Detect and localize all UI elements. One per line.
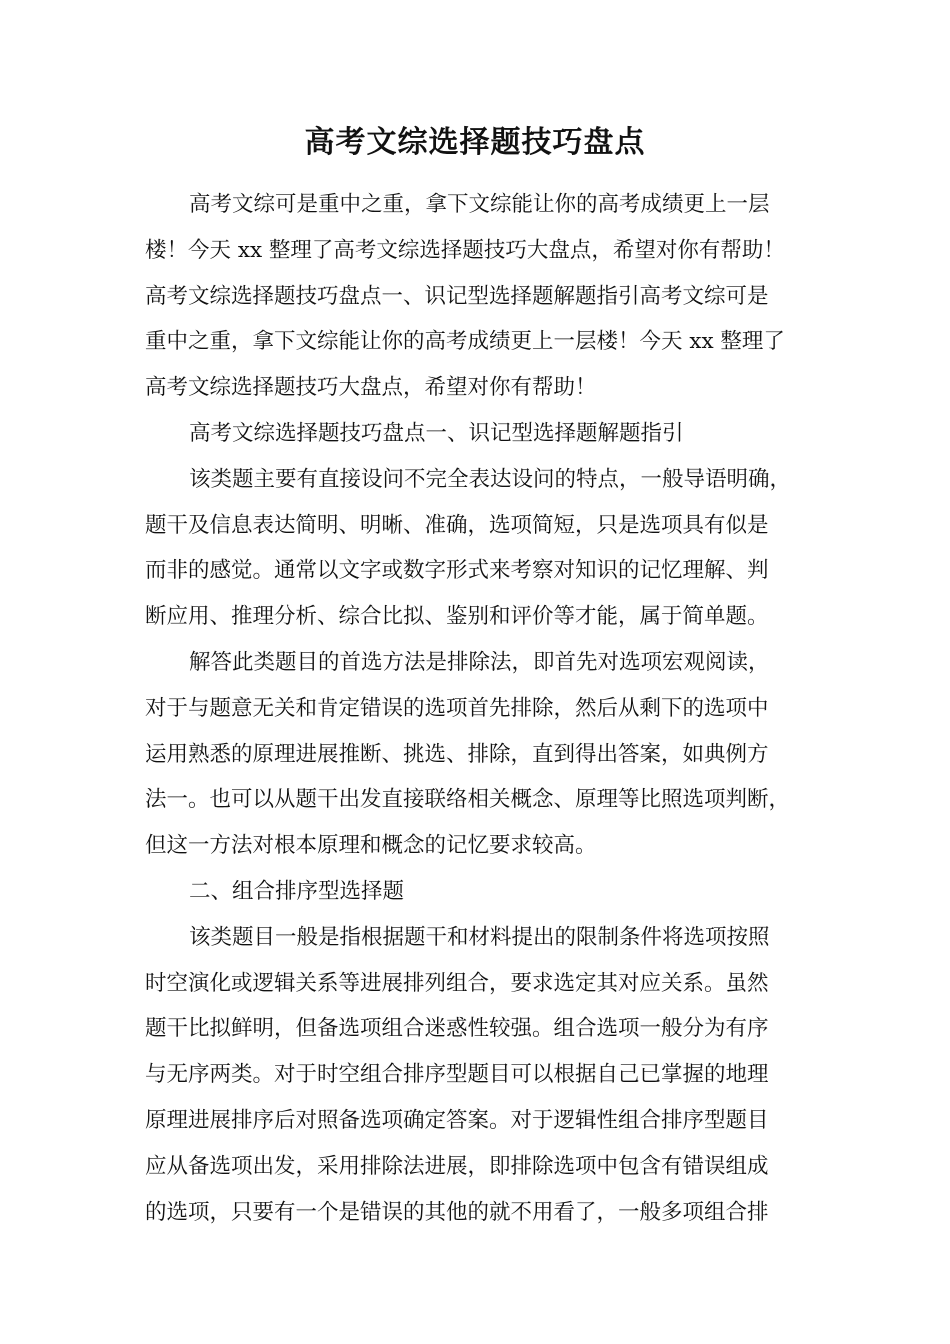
text-line: 该类题目一般是指根据题干和材料提出的限制条件将选项按照	[189, 924, 770, 950]
text-line: 解答此类题目的首选方法是排除法，即首先对选项宏观阅读，	[189, 649, 770, 675]
text-line: 与无序两类。对于时空组合排序型题目可以根据自己已掌握的地理	[145, 1062, 769, 1088]
text-line: 重中之重，拿下文综能让你的高考成绩更上一层楼！今天 xx 整理了	[145, 329, 785, 355]
text-line: 应从备选项出发，采用排除法进展，即排除选项中包含有错误组成	[145, 1153, 769, 1179]
text-line: 但这一方法对根本原理和概念的记忆要求较高。	[145, 833, 597, 859]
section-heading: 高考文综选择题技巧盘点一、识记型选择题解题指引	[189, 420, 684, 446]
text-line: 对于与题意无关和肯定错误的选项首先排除，然后从剩下的选项中	[145, 695, 769, 721]
text-line: 高考文综可是重中之重，拿下文综能让你的高考成绩更上一层	[189, 192, 770, 217]
text-line: 时空演化或逻辑关系等进展排列组合，要求选定其对应关系。虽然	[145, 970, 769, 996]
document-body	[145, 182, 825, 1235]
text-line: 该类题主要有直接设问不完全表达设问的特点，一般导语明确，	[189, 466, 792, 492]
text-line: 而非的感觉。通常以文字或数字形式来考察对知识的记忆理解、判	[145, 558, 769, 584]
text-line: 的选项，只要有一个是错误的其他的就不用看了，一般多项组合排	[145, 1199, 769, 1225]
text-line: 题干比拟鲜明，但备选项组合迷惑性较强。组合选项一般分为有序	[145, 1016, 769, 1042]
text-line: 运用熟悉的原理进展推断、挑选、排除，直到得出答案，如典例方	[145, 741, 769, 767]
text-line: 法一。也可以从题干出发直接联络相关概念、原理等比照选项判断，	[145, 787, 791, 813]
document-title: 高考文综选择题技巧盘点	[304, 125, 646, 160]
text-line: 楼！今天 xx 整理了高考文综选择题技巧大盘点，希望对你有帮助！	[145, 237, 785, 263]
text-line: 高考文综选择题技巧大盘点，希望对你有帮助！	[145, 375, 597, 401]
text-line: 断应用、推理分析、综合比拟、鉴别和评价等才能，属于简单题。	[145, 604, 769, 630]
text-line: 题干及信息表达简明、明晰、准确，选项简短，只是选项具有似是	[145, 512, 769, 538]
text-line: 高考文综选择题技巧盘点一、识记型选择题解题指引高考文综可是	[145, 283, 769, 309]
section-heading: 二、组合排序型选择题	[189, 878, 405, 904]
text-line: 原理进展排序后对照备选项确定答案。对于逻辑性组合排序型题目	[145, 1107, 769, 1133]
